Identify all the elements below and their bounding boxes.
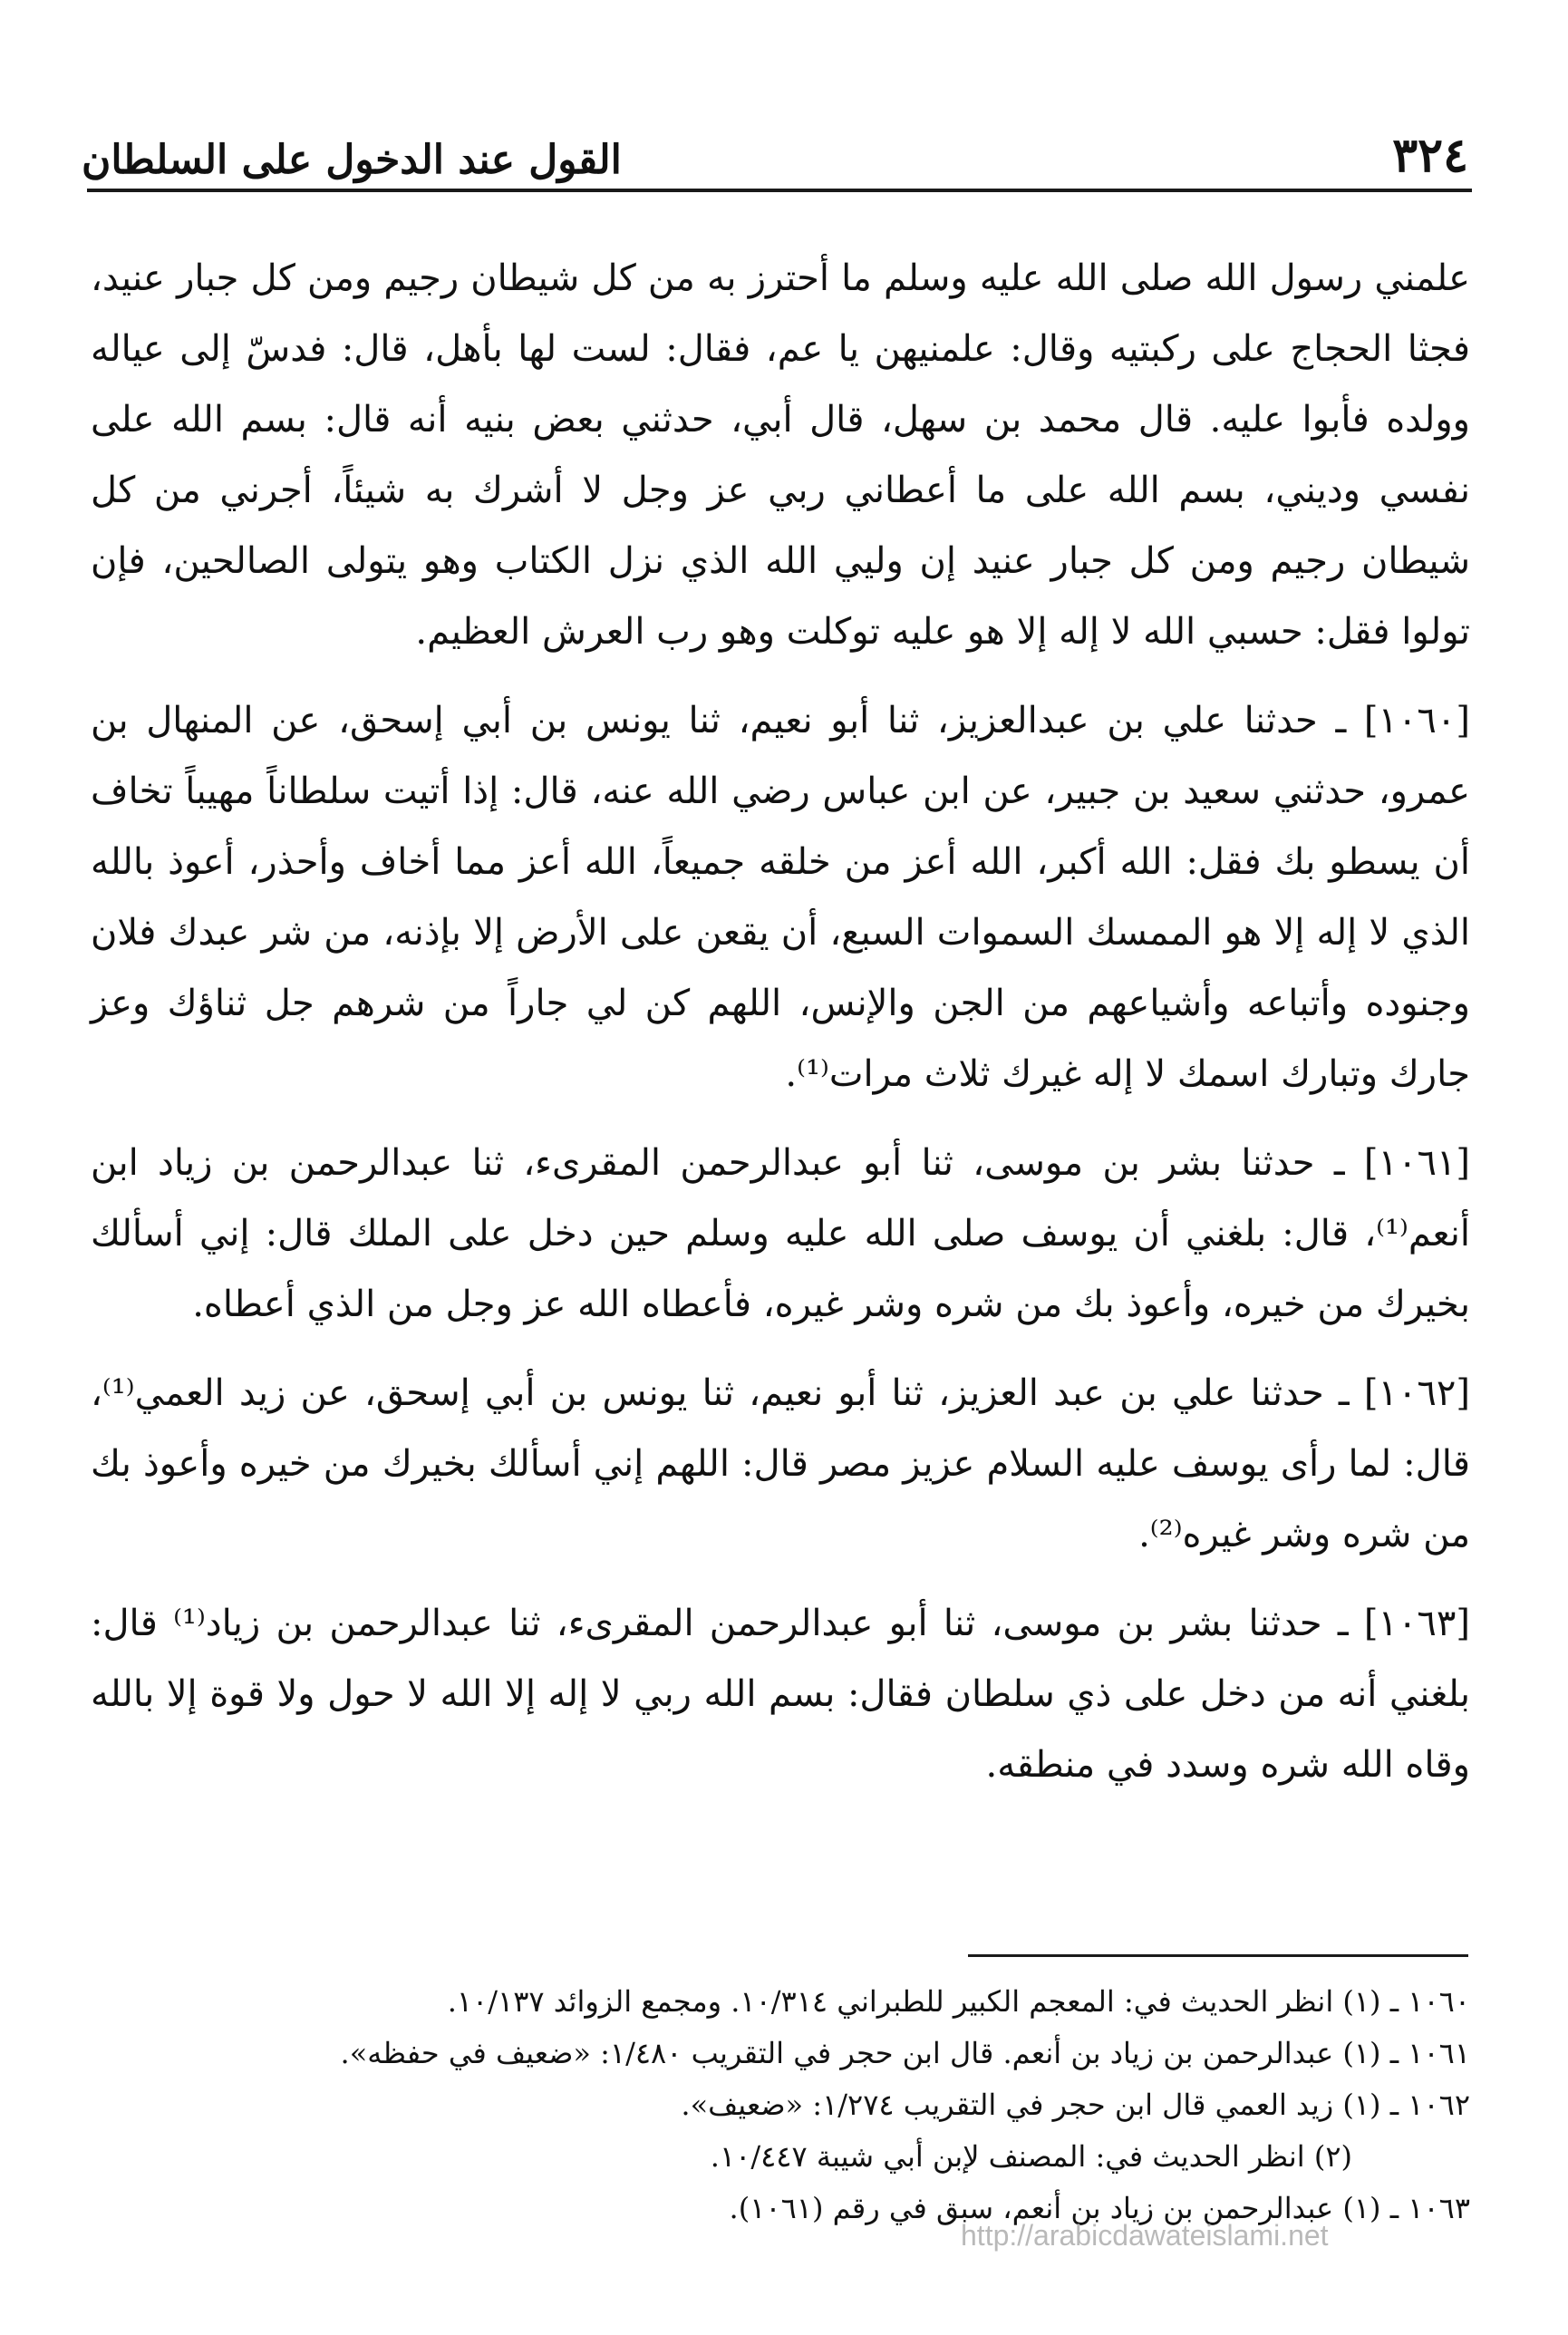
footnote-1063: ١٠٦٣ ـ (١) عبدالرحمن بن زياد بن أنعم، سبق في رقم (١٠٦١). (729, 2191, 1470, 2225)
footnote-1061: ١٠٦١ ـ (١) عبدالرحمن بن زياد بن أنعم. قال ابن حجر في التقريب ١/٤٨٠: «ضعيف في حفظه». (340, 2036, 1470, 2070)
hadith-1060: [١٠٦٠] ـ حدثنا علي بن عبدالعزيز، ثنا أبو نعيم، ثنا يونس بن أبي إسحق، عن المنهال بن عمرو، حدثني سعيد بن جبير، عن ابن عباس رضي الله عنه، قال: إذا أتيت سلطاناً مهيباً تخاف أن يسطو بك فقل: الله أكبر، الله أعز من خلقه جميعاً، الله أعز مما أخاف وأحذر، أعوذ بالله الذي لا إله إلا هو الممسك السموات السبع، أن يقعن على الأرض إلا بإذنه، من شر عبدك فلان وجنوده وأتباعه وأشياعهم من الجن والإنس، اللهم كن لي جاراً من شرهم جل ثناؤك وعز جارك وتبارك اسمك لا إله غيرك ثلاث مرات⁽¹⁾. (91, 700, 1470, 1095)
paragraph: علمني رسول الله صلى الله عليه وسلم ما أحترز به من كل شيطان رجيم ومن كل جبار عنيد، فجثا الحجاج على ركبتيه وقال: علمنيهن يا عم، فقال: لست لها بأهل، قال: فدسّ إلى عياله وولده فأبوا عليه. قال محمد بن سهل، قال أبي، حدثني بعض بنيه أنه قال: بسم الله على نفسي وديني، بسم الله على ما أعطاني ربي عز وجل لا أشرك به شيئاً، أجرني من كل شيطان رجيم ومن كل جبار عنيد إن وليي الله الذي نزل الكتاب وهو يتولى الصالحين، فإن تولوا فقل: حسبي الله لا إله إلا هو عليه توكلت وهو رب العرش العظيم. (91, 257, 1470, 653)
footnotes (118, 1976, 1470, 2234)
footnote-1062: ١٠٦٢ ـ (١) زيد العمي قال ابن حجر في التقريب ١/٢٧٤: «ضعيف». (681, 2088, 1470, 2122)
page-header (82, 120, 1468, 183)
page-number: ٣٢٤ (1392, 128, 1468, 183)
hadith-1061: [١٠٦١] ـ حدثنا بشر بن موسى، ثنا أبو عبدالرحمن المقرىء، ثنا عبدالرحمن بن زياد ابن أنعم⁽¹⁾، قال: بلغني أن يوسف صلى الله عليه وسلم حين دخل على الملك قال: إني أسألك بخيرك من خيره، وأعوذ بك من شره وشر غيره، فأعطاه الله عز وجل من الذي أعطاه. (91, 1142, 1471, 1325)
hadith-1062: [١٠٦٢] ـ حدثنا علي بن عبد العزيز، ثنا أبو نعيم، ثنا يونس بن أبي إسحق، عن زيد العمي⁽¹⁾، قال: لما رأى يوسف عليه السلام عزيز مصر قال: اللهم إني أسألك بخيرك من خيره وأعوذ بك من شره وشر غيره⁽²⁾. (91, 1372, 1470, 1555)
footnote-rule (968, 1954, 1468, 1957)
footnote-1060: ١٠٦٠ ـ (١) انظر الحديث في: المعجم الكبير للطبراني ١٠/٣١٤. ومجمع الزوائد ١٠/١٣٧. (447, 1984, 1470, 2019)
main-text (91, 243, 1470, 1818)
watermark-url: http://arabicdawateislami.net (961, 2219, 1329, 2252)
running-title: القول عند الدخول على السلطان (82, 137, 622, 183)
header-rule (87, 189, 1472, 192)
footnote-1062-2: (٢) انظر الحديث في: المصنف لإبن أبي شيبة ١٠/٤٤٧. (710, 2139, 1352, 2174)
hadith-1063: [١٠٦٣] ـ حدثنا بشر بن موسى، ثنا أبو عبدالرحمن المقرىء، ثنا عبدالرحمن بن زياد⁽¹⁾ قال: بلغني أنه من دخل على ذي سلطان فقال: بسم الله ربي لا إله إلا الله لا حول ولا قوة إلا بالله وقاه الله شره وسدد في منطقه. (91, 1603, 1470, 1786)
